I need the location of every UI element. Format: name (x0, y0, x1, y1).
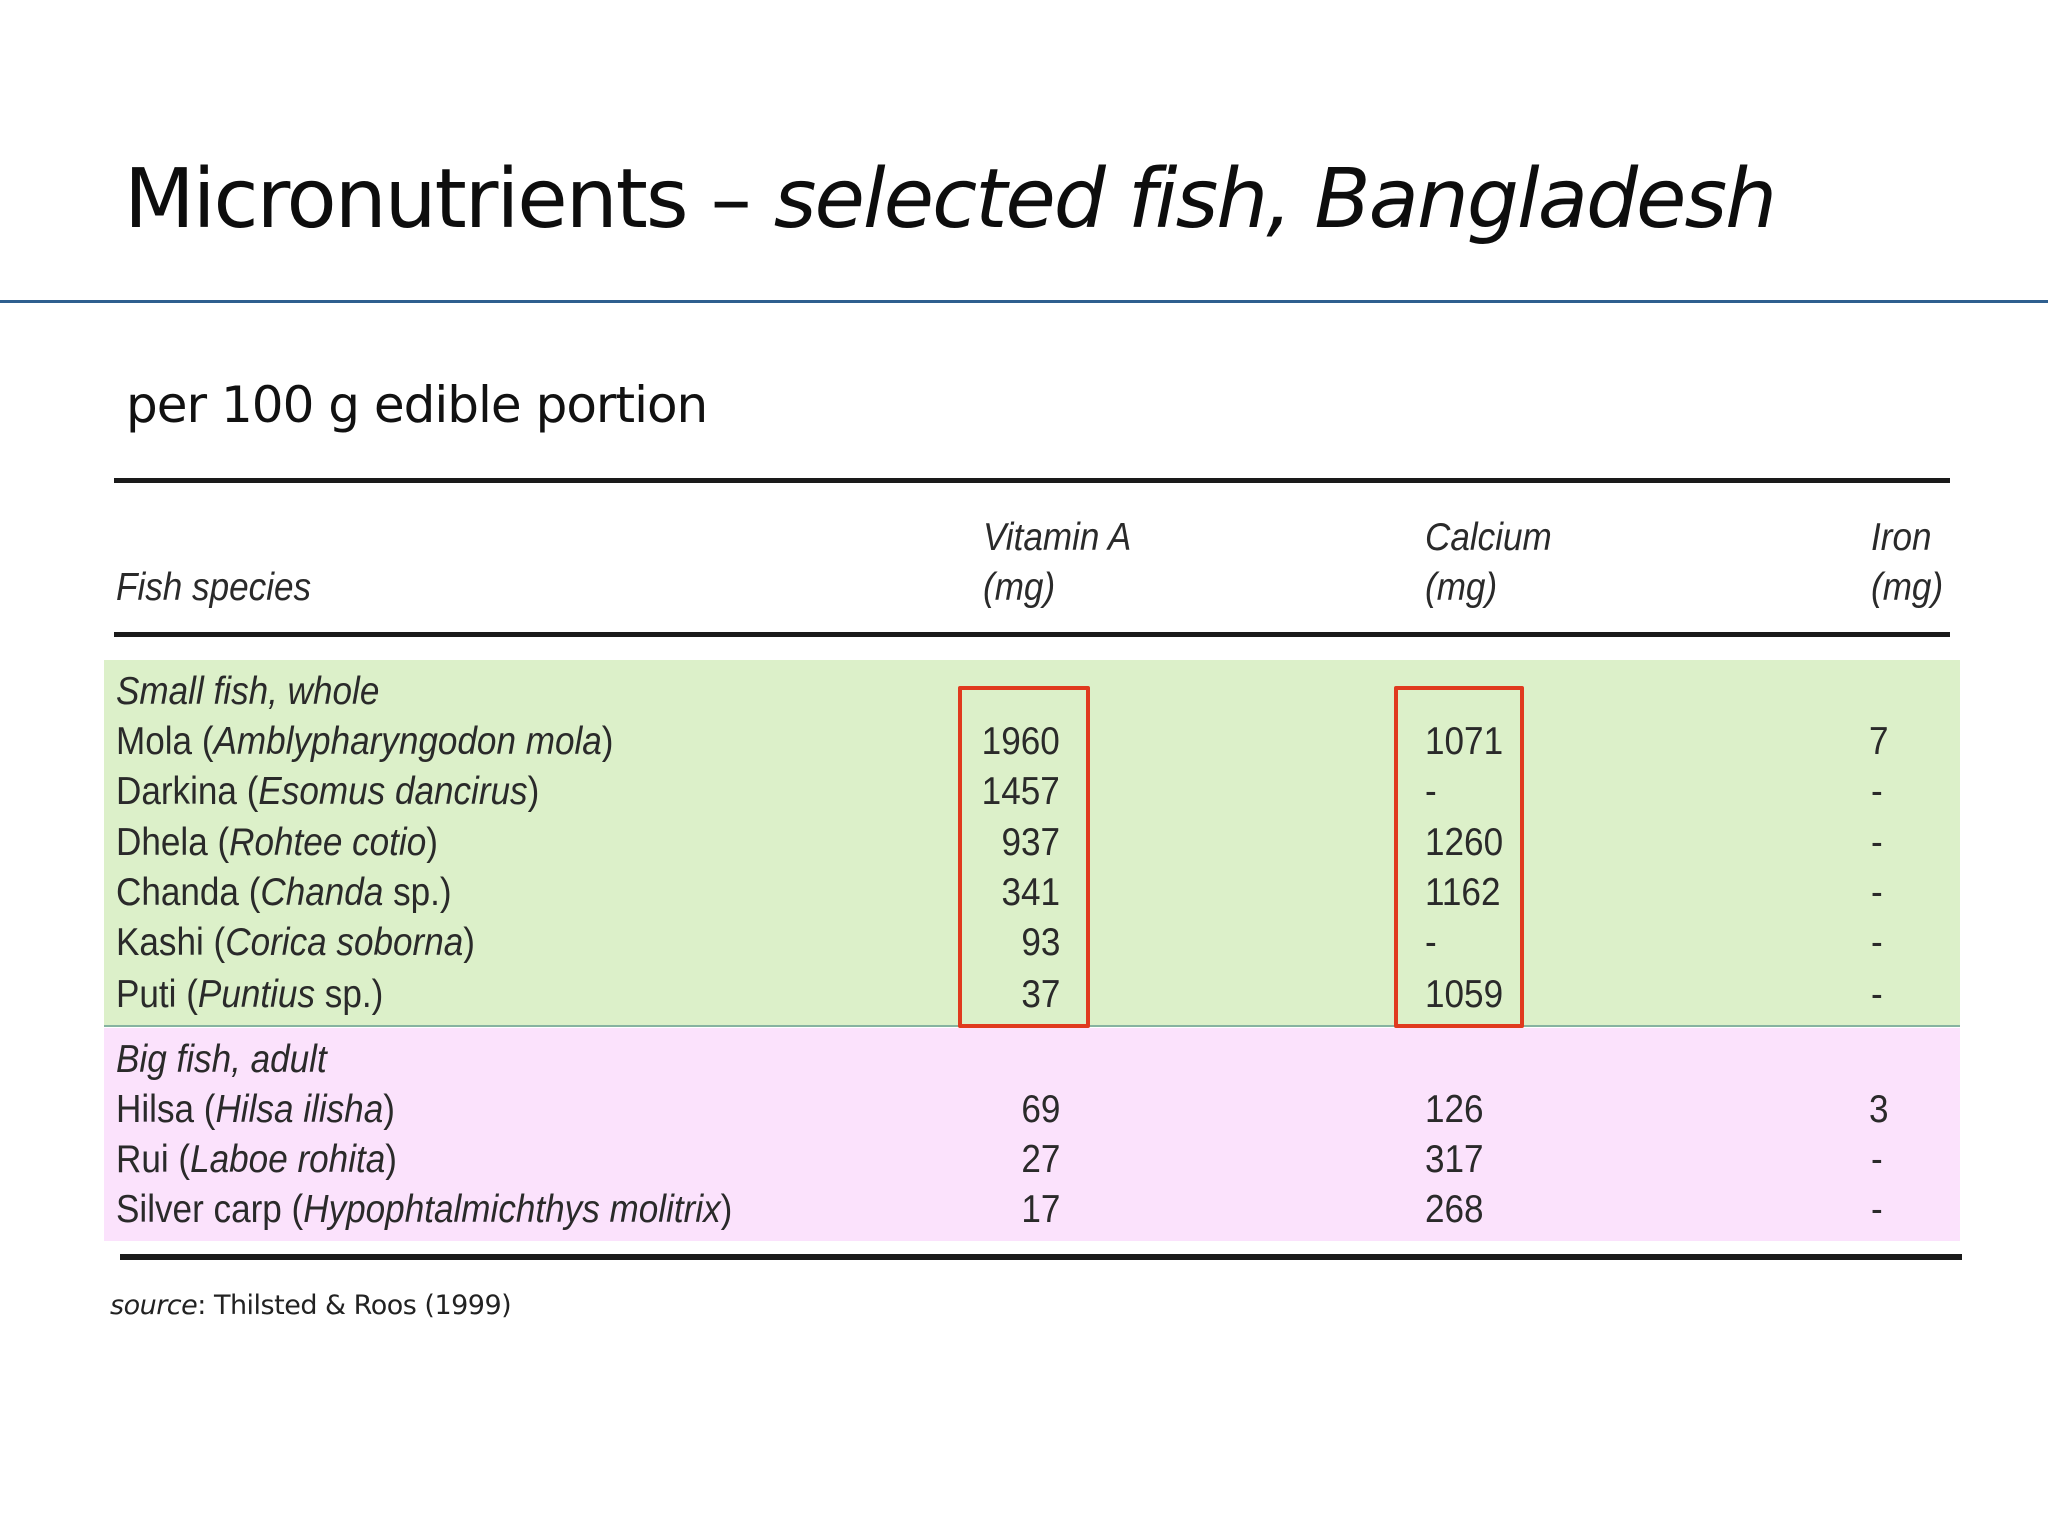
species-name (116, 823, 438, 862)
title-italic: selected fish, Bangladesh (773, 152, 1776, 247)
species-latin: Esomus dancirus (258, 770, 528, 813)
group-label-big-fish: Big fish, adult (116, 1038, 327, 1081)
header-iron-unit: (mg) (1871, 566, 1944, 609)
vitamin-a-value: 341 (1001, 871, 1060, 914)
species-name (116, 722, 614, 761)
species-name (116, 1140, 397, 1179)
species-common: Mola ( (116, 720, 214, 763)
species-latin: Hilsa ilisha (215, 1088, 384, 1131)
group-label-small-fish: Small fish, whole (116, 670, 380, 713)
species-common: Chanda ( (116, 871, 261, 914)
species-tail: ) (601, 720, 614, 763)
species-latin: Amblypharyngodon mola (213, 720, 602, 763)
species-name (116, 772, 539, 811)
vitamin-a-value: 937 (1001, 821, 1060, 864)
source-label: source (110, 1290, 198, 1321)
vitamin-a-value: 1457 (981, 770, 1060, 813)
calcium-value: 1059 (1425, 973, 1504, 1016)
species-tail: ) (720, 1188, 733, 1231)
species-common: Rui ( (116, 1138, 191, 1181)
iron-value: 7 (1869, 720, 1889, 763)
iron-value: - (1871, 770, 1883, 813)
species-latin: Hypophtalmichthys molitrix (303, 1188, 721, 1231)
calcium-value: 1071 (1425, 720, 1504, 763)
species-common: Hilsa ( (116, 1088, 216, 1131)
species-name (116, 975, 383, 1014)
species-common: Puti ( (116, 973, 198, 1016)
species-latin: Laboe rohita (190, 1138, 386, 1181)
species-tail: ) (385, 1138, 397, 1181)
header-vitamin-a-unit: (mg) (983, 566, 1056, 609)
header-calcium: Calcium (1425, 516, 1552, 559)
calcium-value: 317 (1425, 1138, 1484, 1181)
species-common: Kashi ( (116, 921, 226, 964)
header-species: Fish species (116, 566, 312, 609)
species-name (116, 923, 475, 962)
iron-value: - (1871, 1138, 1883, 1181)
species-latin: Rohtee cotio (229, 821, 427, 864)
species-tail: ) (426, 821, 438, 864)
species-name (116, 1090, 395, 1129)
species-tail: sp.) (383, 871, 452, 914)
header-calcium-unit: (mg) (1425, 566, 1498, 609)
species-tail: ) (527, 770, 540, 813)
iron-value: 3 (1869, 1088, 1889, 1131)
species-latin: Chanda (260, 871, 384, 914)
species-tail: ) (383, 1088, 395, 1131)
slide-title (124, 152, 1775, 247)
species-common: Darkina ( (116, 770, 259, 813)
table-header-rule (114, 632, 1950, 637)
title-main: Micronutrients – (124, 152, 774, 247)
vitamin-a-value: 37 (1020, 973, 1060, 1016)
calcium-value: - (1425, 770, 1437, 813)
calcium-value: - (1425, 921, 1437, 964)
iron-value: - (1871, 821, 1883, 864)
vitamin-a-value: 69 (1020, 1088, 1060, 1131)
species-latin: Corica soborna (225, 921, 464, 964)
calcium-value: 1162 (1425, 871, 1501, 914)
source-citation (110, 1290, 511, 1321)
subtitle: per 100 g edible portion (126, 376, 708, 434)
iron-value: - (1871, 921, 1883, 964)
source-text: : Thilsted & Roos (1999) (197, 1290, 512, 1321)
species-latin: Puntius (197, 973, 316, 1016)
table-top-rule (114, 478, 1950, 483)
species-tail: sp.) (315, 973, 384, 1016)
vitamin-a-value: 27 (1020, 1138, 1060, 1181)
title-divider (0, 300, 2048, 303)
table-bottom-rule (120, 1254, 1962, 1260)
calcium-value: 1260 (1425, 821, 1504, 864)
header-iron: Iron (1871, 516, 1932, 559)
species-name (116, 1190, 732, 1229)
species-name (116, 873, 452, 912)
vitamin-a-value: 17 (1020, 1188, 1060, 1231)
species-tail: ) (463, 921, 475, 964)
iron-value: - (1871, 1188, 1883, 1231)
vitamin-a-value: 1960 (981, 720, 1060, 763)
header-vitamin-a: Vitamin A (983, 516, 1132, 559)
calcium-value: 126 (1425, 1088, 1484, 1131)
species-common: Silver carp ( (116, 1188, 304, 1231)
iron-value: - (1871, 973, 1883, 1016)
vitamin-a-value: 93 (1020, 921, 1060, 964)
species-common: Dhela ( (116, 821, 230, 864)
iron-value: - (1871, 871, 1883, 914)
calcium-value: 268 (1425, 1188, 1484, 1231)
